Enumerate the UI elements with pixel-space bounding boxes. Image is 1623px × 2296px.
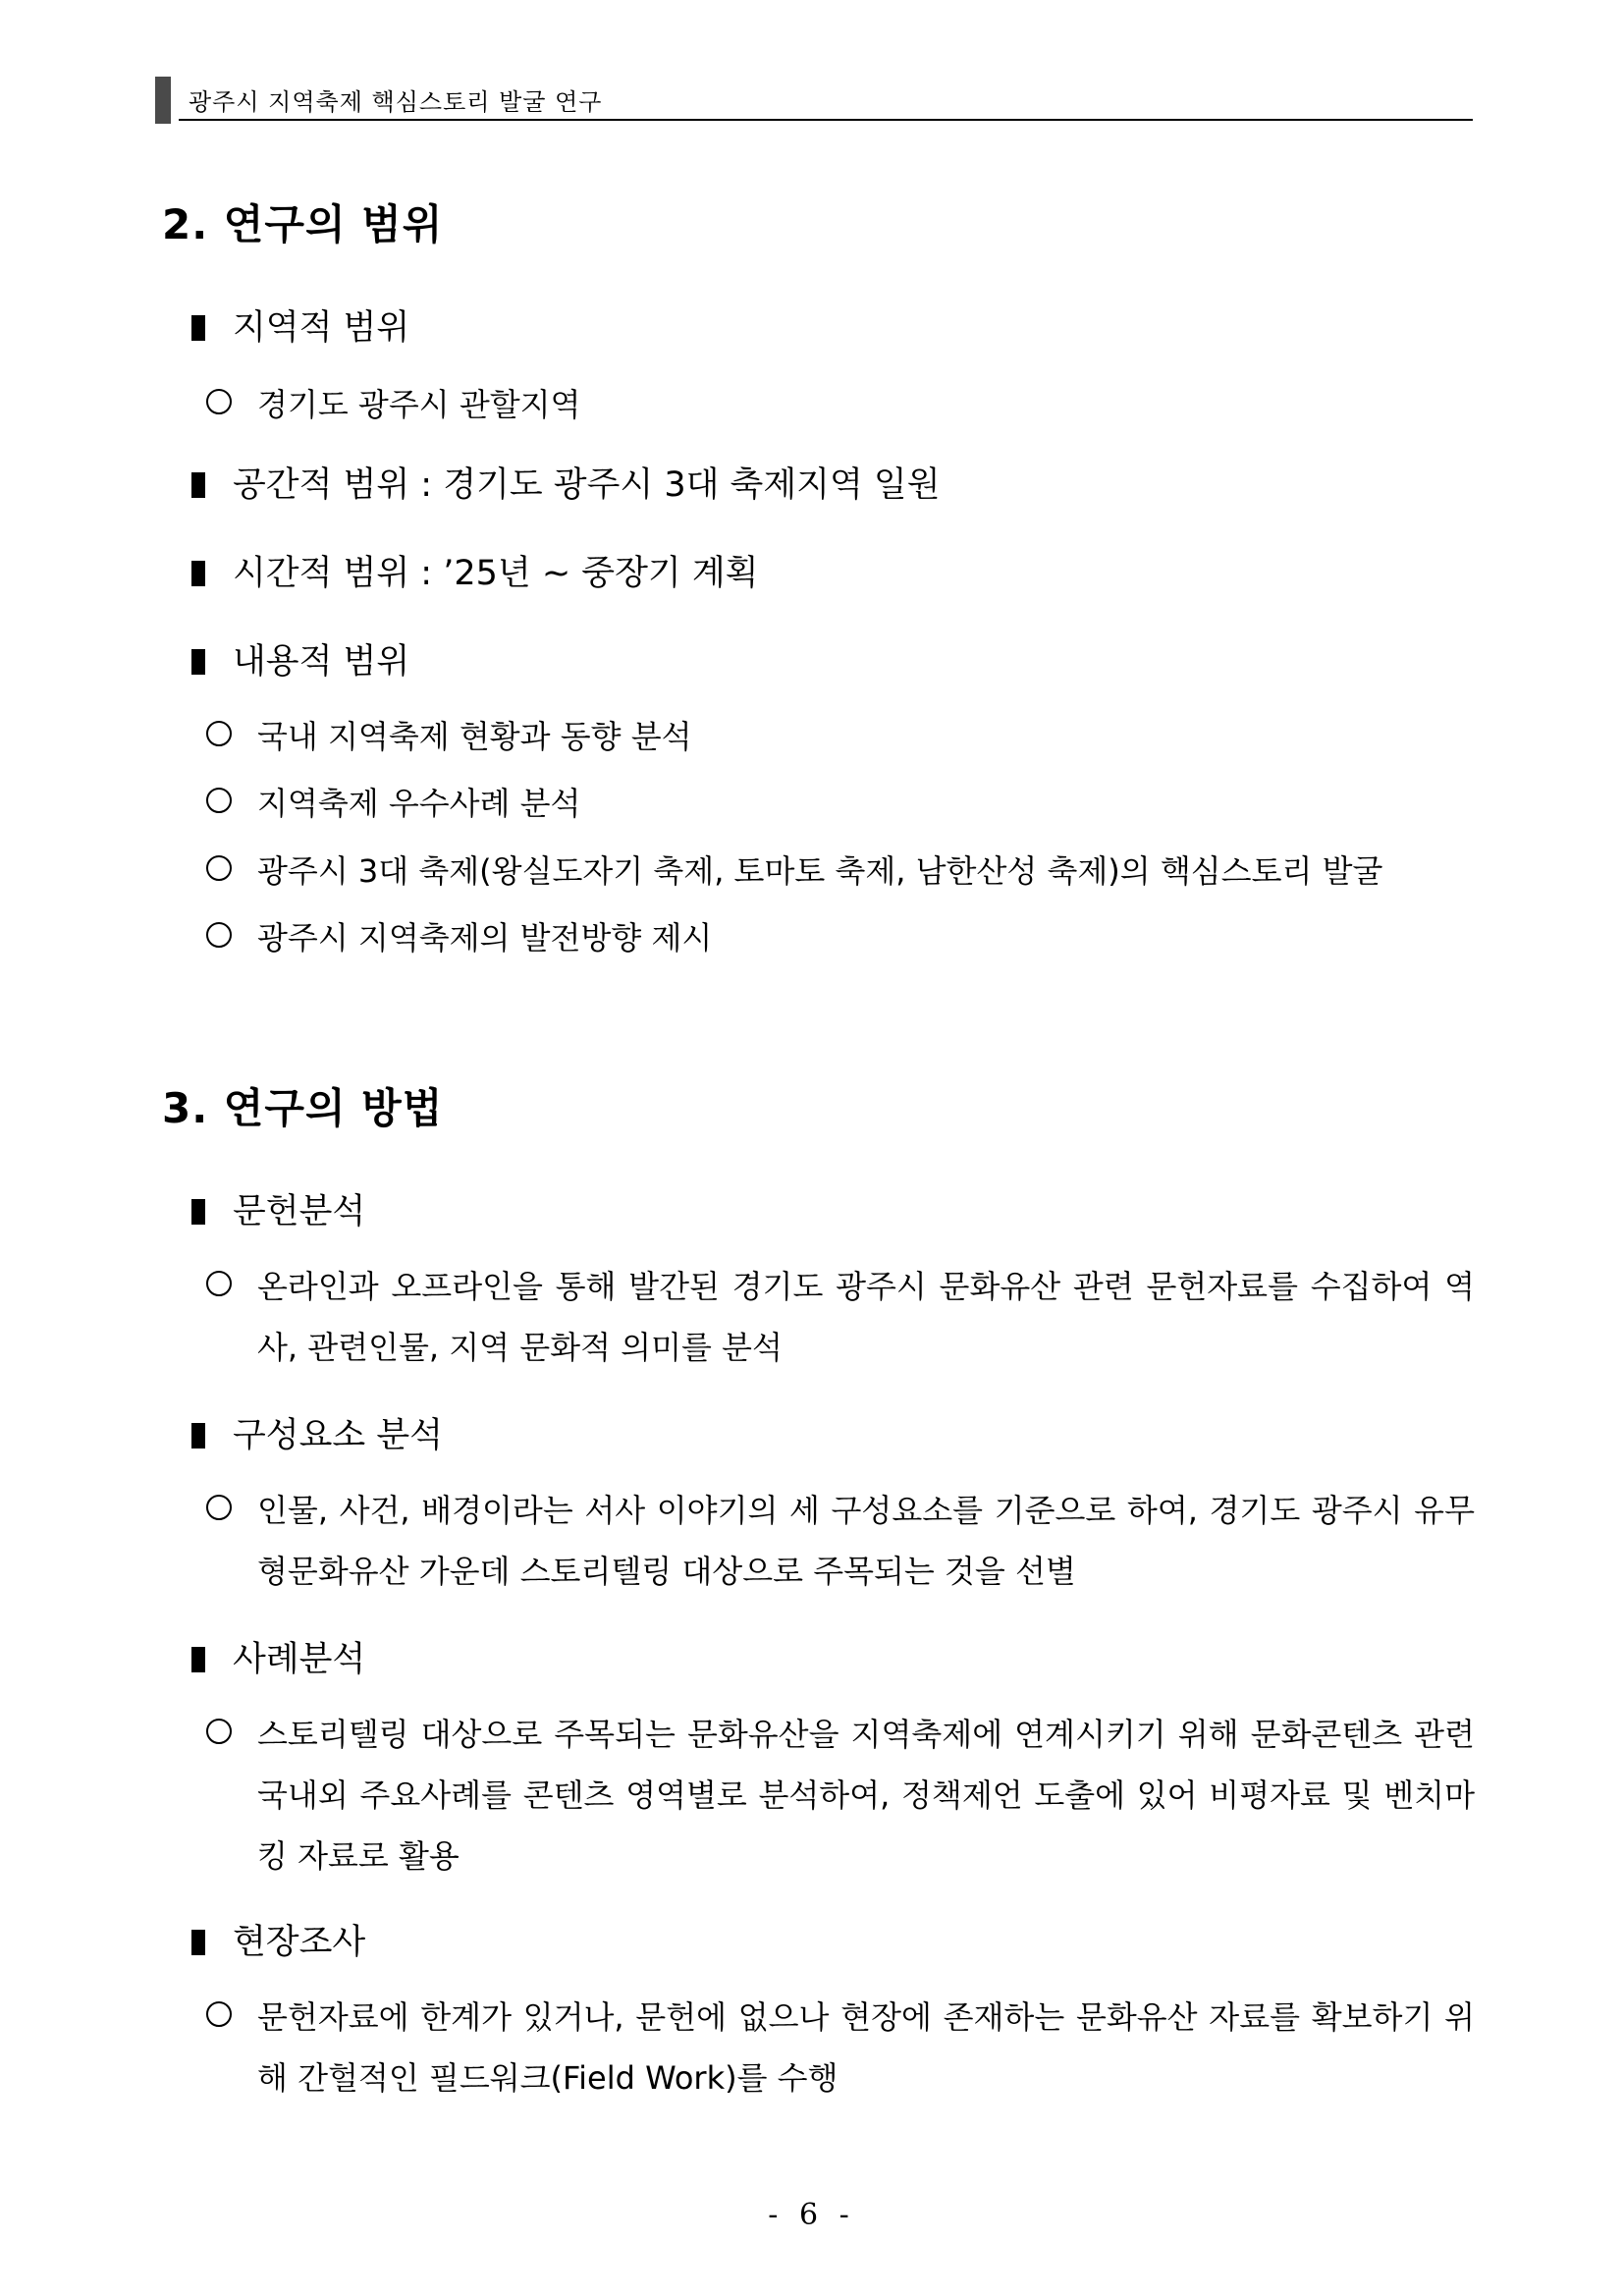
circle-bullet-icon <box>206 721 232 746</box>
circle-bullet-icon <box>206 788 232 813</box>
header-rule <box>179 119 1473 121</box>
sub-heading-content-scope: 내용적 범위 <box>191 634 409 683</box>
list-item: 경기도 광주시 관할지역 <box>206 374 1475 435</box>
list-item: 인물, 사건, 배경이라는 서사 이야기의 세 구성요소를 기준으로 하여, 경기도 광주시 유무형문화유산 가운데 스토리텔링 대상으로 주목되는 것을 선별 <box>206 1480 1475 1602</box>
section-title-scope: 2. 연구의 범위 <box>162 200 444 248</box>
circle-bullet-icon <box>206 922 232 948</box>
square-bullet-icon <box>191 561 205 586</box>
square-bullet-icon <box>191 1423 205 1449</box>
square-bullet-icon <box>191 649 205 675</box>
circle-bullet-icon <box>206 1719 232 1744</box>
sub-heading-field-survey: 현장조사 <box>191 1915 365 1964</box>
header-bar <box>155 77 171 124</box>
circle-bullet-icon <box>206 2001 232 2027</box>
list-item: 스토리텔링 대상으로 주목되는 문화유산을 지역축제에 연계시키기 위해 문화콘텐츠 관련 국내외 주요사례를 콘텐츠 영역별로 분석하여, 정책제언 도출에 있어 비평자료 및 벤치마킹 자료로 활용 <box>206 1704 1475 1886</box>
square-bullet-icon <box>191 1199 205 1225</box>
square-bullet-icon <box>191 472 205 498</box>
list-item: 광주시 지역축제의 발전방향 제시 <box>206 907 1475 968</box>
circle-bullet-icon <box>206 855 232 881</box>
square-bullet-icon <box>191 1930 205 1955</box>
list-item: 문헌자료에 한계가 있거나, 문헌에 없으나 현장에 존재하는 문화유산 자료를 확보하기 위해 간헐적인 필드워크(Field Work)를 수행 <box>206 1987 1475 2108</box>
running-header: 광주시 지역축제 핵심스토리 발굴 연구 <box>189 88 603 116</box>
sub-heading-temporal-scope: 시간적 범위 : ’25년 ~ 중장기 계획 <box>191 546 758 595</box>
sub-heading-literature-analysis: 문헌분석 <box>191 1184 365 1233</box>
sub-heading-spatial-scope: 공간적 범위 : 경기도 광주시 3대 축제지역 일원 <box>191 458 941 507</box>
list-item: 국내 지역축제 현황과 동향 분석 <box>206 706 1475 767</box>
sub-heading-component-analysis: 구성요소 분석 <box>191 1408 443 1457</box>
circle-bullet-icon <box>206 1271 232 1296</box>
list-item: 광주시 3대 축제(왕실도자기 축제, 토마토 축제, 남한산성 축제)의 핵심스토리 발굴 <box>206 841 1475 902</box>
section-title-method: 3. 연구의 방법 <box>162 1084 444 1132</box>
square-bullet-icon <box>191 315 205 341</box>
list-item: 온라인과 오프라인을 통해 발간된 경기도 광주시 문화유산 관련 문헌자료를 수집하여 역사, 관련인물, 지역 문화적 의미를 분석 <box>206 1256 1475 1378</box>
circle-bullet-icon <box>206 1495 232 1520</box>
list-item: 지역축제 우수사례 분석 <box>206 773 1475 834</box>
sub-heading-regional-scope: 지역적 범위 <box>191 301 409 350</box>
page-number: - 6 - <box>768 2198 855 2232</box>
sub-heading-case-analysis: 사례분석 <box>191 1632 365 1681</box>
square-bullet-icon <box>191 1647 205 1672</box>
circle-bullet-icon <box>206 389 232 414</box>
